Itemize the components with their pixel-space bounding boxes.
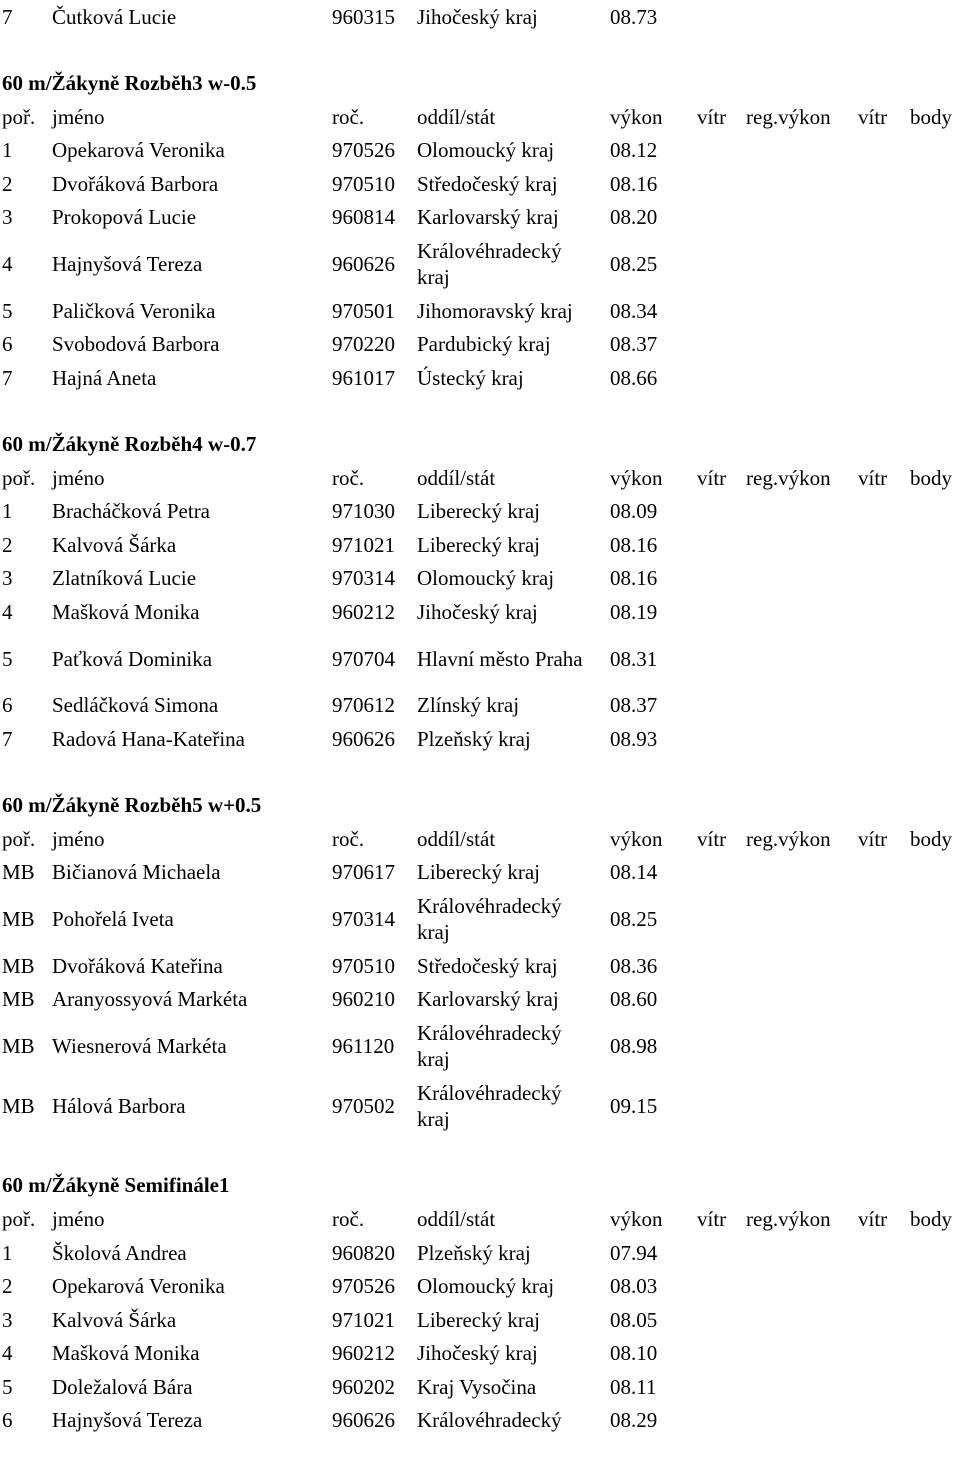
rank-cell: 5 — [2, 1374, 13, 1399]
birth-cell: 960315 — [332, 4, 395, 29]
table-row — [0, 361, 960, 395]
header-time: výkon — [610, 465, 663, 490]
rank-cell: MB — [2, 987, 35, 1012]
name-cell: Radová Hana-Kateřina — [52, 726, 245, 751]
birth-cell: 970510 — [332, 953, 395, 978]
club-cell: Plzeňský kraj — [417, 1240, 531, 1265]
birth-cell: 970526 — [332, 138, 395, 163]
header-birth: roč. — [332, 465, 365, 490]
section-title: 60 m/Žákyně Rozběh4 w-0.7 — [2, 431, 257, 456]
name-cell: Bičianová Michaela — [52, 860, 221, 885]
rank-cell: 4 — [2, 599, 13, 624]
time-cell: 08.98 — [610, 1034, 658, 1058]
birth-cell: 970314 — [332, 566, 395, 591]
name-cell: Bracháčková Petra — [52, 499, 211, 524]
time-cell: 08.29 — [610, 1408, 658, 1433]
club-cell: Královéhradecký kraj — [417, 894, 562, 944]
table-row — [0, 201, 960, 235]
header-reg-time: reg.výkon — [746, 826, 831, 851]
section-gap — [0, 34, 960, 67]
table-row — [0, 1270, 960, 1304]
time-cell: 08.16 — [610, 532, 658, 557]
name-cell: Hajnyšová Tereza — [52, 252, 203, 276]
birth-cell: 960814 — [332, 205, 395, 230]
birth-cell: 960212 — [332, 599, 395, 624]
table-row — [0, 328, 960, 362]
rank-cell: 7 — [2, 365, 13, 390]
name-cell: Opekarová Veronika — [52, 138, 225, 163]
name-cell: Zlatníková Lucie — [52, 566, 197, 591]
header-rank: poř. — [2, 826, 36, 851]
table-row — [0, 595, 960, 629]
header-club: oddíl/stát — [417, 104, 496, 129]
table-row — [0, 495, 960, 529]
table-row — [0, 1016, 960, 1076]
birth-cell: 961017 — [332, 365, 395, 390]
time-cell: 08.37 — [610, 332, 658, 357]
time-cell: 08.73 — [610, 4, 658, 29]
rank-cell: 1 — [2, 499, 13, 524]
table-row — [0, 1303, 960, 1337]
section-title: 60 m/Žákyně Semifinále1 — [2, 1173, 230, 1198]
birth-cell: 970502 — [332, 1094, 395, 1118]
section-title: 60 m/Žákyně Rozběh5 w+0.5 — [2, 792, 262, 817]
time-cell: 08.31 — [610, 646, 658, 671]
rank-cell: MB — [2, 1094, 35, 1118]
header-reg-time: reg.výkon — [746, 465, 831, 490]
table-row — [0, 0, 960, 34]
name-cell: Kalvová Šárka — [52, 1307, 177, 1332]
birth-cell: 970612 — [332, 693, 395, 718]
header-reg-time: reg.výkon — [746, 1207, 831, 1232]
birth-cell: 970526 — [332, 1274, 395, 1299]
table-row — [0, 983, 960, 1017]
header-name: jméno — [52, 465, 105, 490]
time-cell: 08.36 — [610, 953, 658, 978]
club-cell: Jihočeský kraj — [417, 599, 538, 624]
birth-cell: 971030 — [332, 499, 395, 524]
club-cell: Středočeský kraj — [417, 953, 558, 978]
name-cell: Kalvová Šárka — [52, 532, 177, 557]
table-row — [0, 1404, 960, 1438]
header-time: výkon — [610, 104, 663, 129]
club-cell: Jihomoravský kraj — [417, 298, 573, 323]
rank-cell: 4 — [2, 252, 13, 276]
table-row — [0, 562, 960, 596]
time-cell: 08.25 — [610, 252, 658, 276]
table-header — [0, 822, 960, 856]
rank-cell: 2 — [2, 171, 13, 196]
rank-cell: 6 — [2, 693, 13, 718]
table-row — [0, 689, 960, 723]
time-cell: 08.25 — [610, 907, 658, 931]
rank-cell: MB — [2, 1034, 35, 1058]
birth-cell: 970314 — [332, 907, 395, 931]
header-birth: roč. — [332, 104, 365, 129]
name-cell: Mašková Monika — [52, 1341, 200, 1366]
time-cell: 08.16 — [610, 171, 658, 196]
header-club: oddíl/stát — [417, 465, 496, 490]
club-cell: Liberecký kraj — [417, 860, 541, 885]
rank-cell: MB — [2, 860, 35, 885]
table-row — [0, 1370, 960, 1404]
birth-cell: 960820 — [332, 1240, 395, 1265]
birth-cell: 970704 — [332, 646, 395, 671]
birth-cell: 960210 — [332, 987, 395, 1012]
rank-cell: 7 — [2, 726, 13, 751]
time-cell: 08.37 — [610, 693, 658, 718]
club-cell: Královéhradecký kraj — [417, 1021, 562, 1071]
time-cell: 08.34 — [610, 298, 658, 323]
table-row — [0, 629, 960, 689]
header-club: oddíl/stát — [417, 826, 496, 851]
birth-cell: 960626 — [332, 252, 395, 276]
name-cell: Dvořáková Kateřina — [52, 953, 223, 978]
header-name: jméno — [52, 1207, 105, 1232]
table-row — [0, 167, 960, 201]
birth-cell: 970220 — [332, 332, 395, 357]
name-cell: Svobodová Barbora — [52, 332, 220, 357]
club-cell: Ústecký kraj — [417, 365, 524, 390]
club-cell: Královéhradecký kraj — [417, 239, 562, 289]
rank-cell: 6 — [2, 332, 13, 357]
table-header — [0, 461, 960, 495]
club-cell: Karlovarský kraj — [417, 205, 559, 230]
rank-cell: 4 — [2, 1341, 13, 1366]
time-cell: 08.14 — [610, 860, 658, 885]
name-cell: Hajná Aneta — [52, 365, 157, 390]
header-name: jméno — [52, 104, 105, 129]
header-birth: roč. — [332, 826, 365, 851]
club-cell: Olomoucký kraj — [417, 566, 555, 591]
table-row — [0, 294, 960, 328]
time-cell: 08.20 — [610, 205, 658, 230]
name-cell: Prokopová Lucie — [52, 205, 197, 230]
birth-cell: 960202 — [332, 1374, 395, 1399]
name-cell: Doležalová Bára — [52, 1374, 193, 1399]
club-cell: Plzeňský kraj — [417, 726, 531, 751]
time-cell: 08.05 — [610, 1307, 658, 1332]
name-cell: Wiesnerová Markéta — [52, 1034, 227, 1058]
club-cell: Jihočeský kraj — [417, 1341, 538, 1366]
birth-cell: 970617 — [332, 860, 395, 885]
time-cell: 08.66 — [610, 365, 658, 390]
table-row — [0, 949, 960, 983]
club-cell: Zlínský kraj — [417, 693, 520, 718]
table-row — [0, 1076, 960, 1136]
header-name: jméno — [52, 826, 105, 851]
table-header — [0, 1203, 960, 1237]
header-reg-wind: vítr — [858, 826, 888, 851]
header-reg-wind: vítr — [858, 465, 888, 490]
birth-cell: 960626 — [332, 726, 395, 751]
name-cell: Paťková Dominika — [52, 646, 213, 671]
name-cell: Aranyossyová Markéta — [52, 987, 248, 1012]
club-cell: Hlavní město Praha — [417, 646, 583, 671]
rank-cell: 6 — [2, 1408, 13, 1433]
header-points: body — [910, 826, 952, 851]
rank-cell: 7 — [2, 4, 13, 29]
header-rank: poř. — [2, 104, 36, 129]
section-gap — [0, 756, 960, 789]
header-club: oddíl/stát — [417, 1207, 496, 1232]
time-cell: 09.15 — [610, 1094, 658, 1118]
header-wind: vítr — [697, 1207, 727, 1232]
club-cell: Olomoucký kraj — [417, 138, 555, 163]
birth-cell: 960212 — [332, 1341, 395, 1366]
header-wind: vítr — [697, 465, 727, 490]
name-cell: Školová Andrea — [52, 1240, 187, 1265]
header-reg-wind: vítr — [858, 104, 888, 129]
club-cell: Liberecký kraj — [417, 532, 541, 557]
rank-cell: 5 — [2, 646, 13, 671]
birth-cell: 960626 — [332, 1408, 395, 1433]
time-cell: 08.60 — [610, 987, 658, 1012]
name-cell: Mašková Monika — [52, 599, 200, 624]
section-gap — [0, 395, 960, 428]
club-cell: Královéhradecký — [417, 1408, 562, 1433]
header-wind: vítr — [697, 104, 727, 129]
table-header — [0, 100, 960, 134]
header-points: body — [910, 1207, 952, 1232]
rank-cell: 3 — [2, 205, 13, 230]
rank-cell: 1 — [2, 1240, 13, 1265]
name-cell: Sedláčková Simona — [52, 693, 219, 718]
club-cell: Kraj Vysočina — [417, 1374, 537, 1399]
table-row — [0, 889, 960, 949]
rank-cell: 5 — [2, 298, 13, 323]
rank-cell: 3 — [2, 1307, 13, 1332]
header-points: body — [910, 104, 952, 129]
table-row — [0, 528, 960, 562]
table-row — [0, 134, 960, 168]
table-row — [0, 234, 960, 294]
rank-cell: MB — [2, 907, 35, 931]
table-row — [0, 722, 960, 756]
time-cell: 08.10 — [610, 1341, 658, 1366]
section-gap — [0, 1136, 960, 1169]
header-points: body — [910, 465, 952, 490]
header-reg-time: reg.výkon — [746, 104, 831, 129]
header-time: výkon — [610, 826, 663, 851]
birth-cell: 971021 — [332, 1307, 395, 1332]
club-cell: Královéhradecký kraj — [417, 1081, 562, 1131]
table-row — [0, 856, 960, 890]
section-title: 60 m/Žákyně Rozběh3 w-0.5 — [2, 70, 257, 95]
header-rank: poř. — [2, 465, 36, 490]
club-cell: Liberecký kraj — [417, 1307, 541, 1332]
header-reg-wind: vítr — [858, 1207, 888, 1232]
name-cell: Pohořelá Iveta — [52, 907, 174, 931]
club-cell: Karlovarský kraj — [417, 987, 559, 1012]
rank-cell: 3 — [2, 566, 13, 591]
header-rank: poř. — [2, 1207, 36, 1232]
rank-cell: 2 — [2, 1274, 13, 1299]
time-cell: 08.16 — [610, 566, 658, 591]
time-cell: 08.09 — [610, 499, 658, 524]
club-cell: Jihočeský kraj — [417, 4, 538, 29]
club-cell: Středočeský kraj — [417, 171, 558, 196]
rank-cell: 1 — [2, 138, 13, 163]
time-cell: 07.94 — [610, 1240, 658, 1265]
name-cell: Paličková Veronika — [52, 298, 216, 323]
time-cell: 08.19 — [610, 599, 658, 624]
club-cell: Olomoucký kraj — [417, 1274, 555, 1299]
birth-cell: 970510 — [332, 171, 395, 196]
header-birth: roč. — [332, 1207, 365, 1232]
time-cell: 08.11 — [610, 1374, 657, 1399]
table-row — [0, 1337, 960, 1371]
rank-cell: MB — [2, 953, 35, 978]
name-cell: Hálová Barbora — [52, 1094, 186, 1118]
birth-cell: 970501 — [332, 298, 395, 323]
club-cell: Liberecký kraj — [417, 499, 541, 524]
header-time: výkon — [610, 1207, 663, 1232]
name-cell: Opekarová Veronika — [52, 1274, 225, 1299]
time-cell: 08.12 — [610, 138, 658, 163]
club-cell: Pardubický kraj — [417, 332, 551, 357]
birth-cell: 961120 — [332, 1034, 395, 1058]
header-wind: vítr — [697, 826, 727, 851]
table-row — [0, 1236, 960, 1270]
name-cell: Hajnyšová Tereza — [52, 1408, 203, 1433]
time-cell: 08.93 — [610, 726, 658, 751]
birth-cell: 971021 — [332, 532, 395, 557]
name-cell: Dvořáková Barbora — [52, 171, 219, 196]
name-cell: Čutková Lucie — [52, 4, 177, 29]
rank-cell: 2 — [2, 532, 13, 557]
time-cell: 08.03 — [610, 1274, 658, 1299]
